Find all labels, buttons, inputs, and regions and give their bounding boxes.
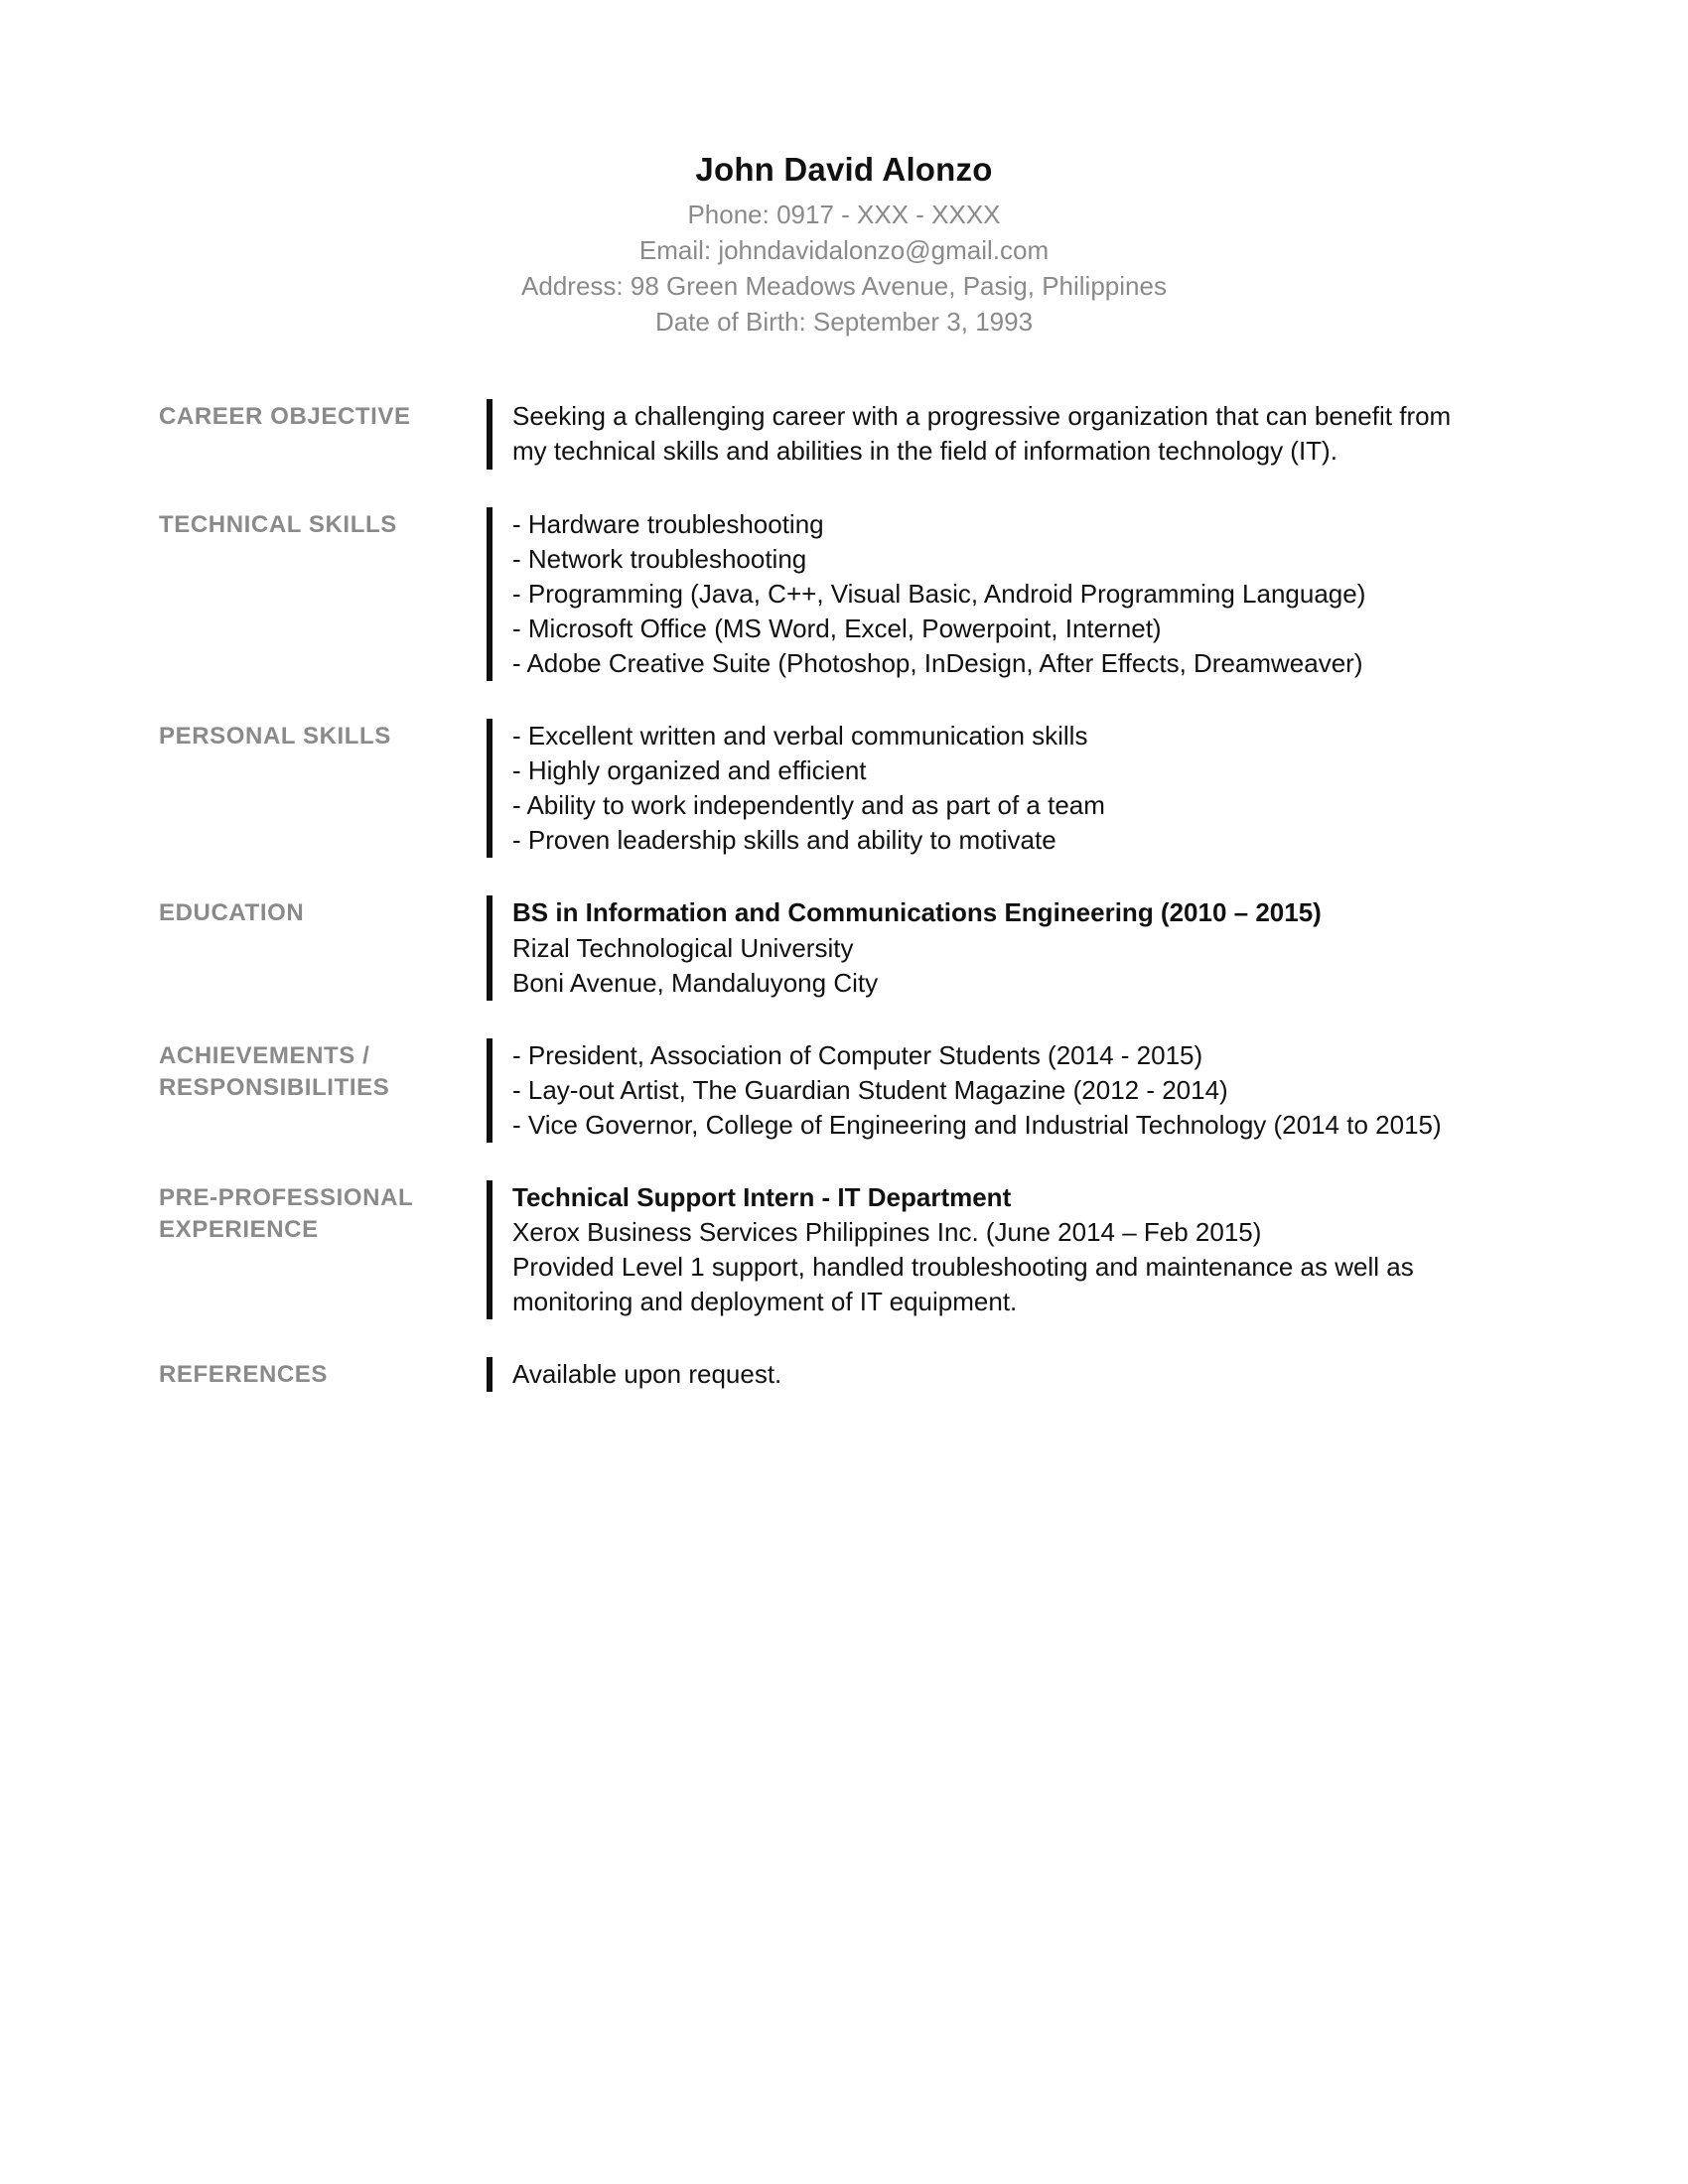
list-item: - Adobe Creative Suite (Photoshop, InDesign, After Effects, Dreamweaver) bbox=[512, 647, 1363, 678]
section-experience bbox=[159, 1180, 1529, 1319]
list-item: - Vice Governor, College of Engineering and Industrial Technology (2014 to 2015) bbox=[512, 1109, 1442, 1140]
list-item: - Microsoft Office (MS Word, Excel, Powerpoint, Internet) bbox=[512, 613, 1162, 643]
list-item: - Proven leadership skills and ability to motivate bbox=[512, 825, 1056, 856]
resume-header bbox=[159, 149, 1529, 340]
list-item: - Excellent written and verbal communication skills bbox=[512, 721, 1088, 751]
list-item: - Highly organized and efficient bbox=[512, 755, 867, 786]
section-label-line-2: RESPONSIBILITIES bbox=[159, 1073, 390, 1101]
contact-email: Email: johndavidalonzo@gmail.com bbox=[638, 234, 1050, 265]
section-body-technical-skills bbox=[487, 507, 1505, 681]
section-personal-skills bbox=[159, 719, 1529, 858]
section-body-experience bbox=[487, 1180, 1515, 1319]
section-label-achievements bbox=[159, 1038, 487, 1104]
career-objective-text: Seeking a challenging career with a progressive organization that can benefit from my technical skills and abilities in the field of information technology (IT). bbox=[512, 401, 1452, 467]
section-body-personal-skills bbox=[487, 719, 1529, 858]
list-item: - Hardware troubleshooting bbox=[512, 508, 824, 539]
experience-description: Provided Level 1 support, handled troubleshooting and maintenance as well as monitoring and deployment of IT equipment. bbox=[512, 1252, 1414, 1317]
section-label-line-2: EXPERIENCE bbox=[159, 1215, 319, 1243]
list-item: - Network troubleshooting bbox=[512, 543, 807, 574]
list-item: - President, Association of Computer Students (2014 - 2015) bbox=[512, 1039, 1203, 1070]
section-achievements bbox=[159, 1038, 1529, 1143]
section-technical-skills bbox=[159, 507, 1529, 681]
experience-company: Xerox Business Services Philippines Inc. (June 2014 – Feb 2015) bbox=[512, 1217, 1262, 1248]
page-title: John David Alonzo bbox=[695, 151, 993, 188]
contact-phone: Phone: 0917 - XXX - XXXX bbox=[687, 199, 1001, 229]
list-item: - Programming (Java, C++, Visual Basic, Android Programming Language) bbox=[512, 578, 1366, 609]
contact-address: Address: 98 Green Meadows Avenue, Pasig, Philippines bbox=[521, 270, 1167, 301]
section-label-line-1: PRE-PROFESSIONAL bbox=[159, 1183, 414, 1211]
section-body-achievements bbox=[487, 1038, 1529, 1143]
section-body-education bbox=[487, 895, 1529, 1000]
section-label-experience bbox=[159, 1180, 487, 1246]
section-label-line-1: ACHIEVEMENTS / bbox=[159, 1041, 370, 1069]
section-label-education: EDUCATION bbox=[159, 899, 305, 927]
list-item: - Lay-out Artist, The Guardian Student Magazine (2012 - 2014) bbox=[512, 1074, 1228, 1105]
section-education bbox=[159, 895, 1529, 1000]
resume-sections bbox=[159, 399, 1529, 1392]
contact-date-of-birth: Date of Birth: September 3, 1993 bbox=[654, 306, 1034, 337]
section-label-personal-skills: PERSONAL SKILLS bbox=[159, 723, 391, 751]
references-text: Available upon request. bbox=[512, 1359, 782, 1390]
section-label-references: REFERENCES bbox=[159, 1361, 329, 1389]
section-label-technical-skills: TECHNICAL SKILLS bbox=[159, 510, 397, 538]
list-item: - Ability to work independently and as part of a team bbox=[512, 790, 1105, 821]
section-body-career-objective bbox=[487, 399, 1466, 469]
section-label-career-objective: CAREER OBJECTIVE bbox=[159, 403, 411, 431]
education-location: Boni Avenue, Mandaluyong City bbox=[512, 967, 879, 998]
section-career-objective bbox=[159, 399, 1529, 469]
section-references bbox=[159, 1357, 1529, 1392]
education-degree: BS in Information and Communications Engineering (2010 – 2015) bbox=[512, 897, 1322, 928]
section-body-references bbox=[487, 1357, 1529, 1392]
education-school: Rizal Technological University bbox=[512, 932, 854, 963]
experience-title: Technical Support Intern - IT Department bbox=[512, 1181, 1012, 1212]
